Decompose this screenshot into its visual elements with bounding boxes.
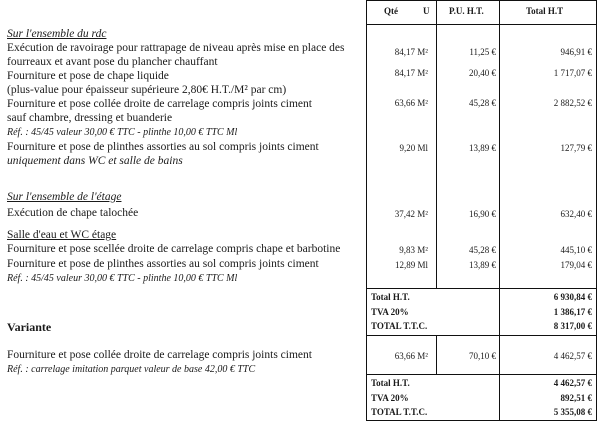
tva-label: TVA 20% <box>371 307 409 317</box>
line-ravoirage-1: Exécution de ravoirage pour rattrapage de niveau après mise en place des <box>7 42 345 54</box>
unit-price-plinthes-etage: 13,89 € <box>469 260 496 270</box>
reference-variante: Réf. : carrelage imitation parquet valeur de base 42,00 € TTC <box>7 364 256 375</box>
total-variante: 4 462,57 € <box>553 351 592 361</box>
line-plus-value: (plus-value pour épaisseur supérieure 2,80€ H.T./M² par cm) <box>7 84 287 96</box>
section-heading-etage: Sur l'ensemble de l'étage <box>7 191 122 203</box>
column-header-total: Total H.T <box>526 6 564 16</box>
line-plinthes-etage: Fourniture et pose de plinthes assorties au sol compris joints ciment <box>7 258 319 270</box>
total-ravoirage: 946,91 € <box>560 47 592 57</box>
total-carrelage-scelle: 445,10 € <box>560 245 592 255</box>
qty-plinthes-rdc: 9,20 Ml <box>399 143 428 153</box>
unit-price-carrelage: 45,28 € <box>469 98 496 108</box>
total-ttc-value: 8 317,00 € <box>553 321 592 331</box>
unit-price-chape-liquide: 20,40 € <box>469 68 496 78</box>
variante-heading: Variante <box>7 320 52 334</box>
variante-total-ht-label: Total H.T. <box>371 378 410 388</box>
unit-price-plinthes-rdc: 13,89 € <box>469 143 496 153</box>
line-carrelage-2: sauf chambre, dressing et buanderie <box>7 112 173 124</box>
variante-total-ttc-value: 5 355,08 € <box>553 407 592 417</box>
total-ttc-label: TOTAL T.T.C. <box>371 321 428 331</box>
total-chape-liquide: 1 717,07 € <box>553 68 592 78</box>
total-ht-label: Total H.T. <box>371 292 410 302</box>
section-heading-salle-eau: Salle d'eau et WC étage <box>7 229 117 241</box>
line-plinthes-rdc-1: Fourniture et pose de plinthes assorties au sol compris joints ciment <box>7 141 319 153</box>
section-heading-rdc: Sur l'ensemble du rdc <box>7 28 107 40</box>
total-plinthes-rdc: 127,79 € <box>560 143 592 153</box>
total-carrelage: 2 882,52 € <box>553 98 592 108</box>
qty-ravoirage: 84,17 M² <box>394 47 428 57</box>
column-header-qty: Qté <box>384 6 398 16</box>
reference-carrelage-rdc: Réf. : 45/45 valeur 30,00 € TTC - plinthe 10,00 € TTC Ml <box>7 127 238 138</box>
line-ravoirage-2: fourreaux et avant pose du plancher chauffant <box>7 56 218 68</box>
column-header-unit: U <box>423 6 430 16</box>
total-plinthes-etage: 179,04 € <box>560 260 592 270</box>
qty-plinthes-etage: 12,89 Ml <box>394 260 428 270</box>
qty-chape-talochee: 37,42 M² <box>394 209 428 219</box>
variante-tva-label: TVA 20% <box>371 393 409 403</box>
unit-price-carrelage-scelle: 45,28 € <box>469 245 496 255</box>
qty-carrelage-scelle: 9,83 M² <box>399 245 428 255</box>
unit-price-ravoirage: 11,25 € <box>469 47 496 57</box>
unit-price-variante: 70,10 € <box>469 351 496 361</box>
qty-carrelage: 63,66 M² <box>394 98 428 108</box>
qty-variante: 63,66 M² <box>394 351 428 361</box>
variante-total-ht-value: 4 462,57 € <box>553 378 592 388</box>
reference-etage: Réf. : 45/45 valeur 30,00 € TTC - plinthe 10,00 € TTC Ml <box>7 273 238 284</box>
line-carrelage-1: Fourniture et pose collée droite de carrelage compris joints ciment <box>7 98 312 110</box>
tva-value: 1 386,17 € <box>553 307 592 317</box>
variante-tva-value: 892,51 € <box>560 393 592 403</box>
line-variante: Fourniture et pose collée droite de carrelage compris joints ciment <box>7 349 312 361</box>
line-chape-liquide: Fourniture et pose de chape liquide <box>7 70 169 82</box>
total-ht-value: 6 930,84 € <box>553 292 592 302</box>
total-chape-talochee: 632,40 € <box>560 209 592 219</box>
line-carrelage-scelle: Fourniture et pose scellée droite de carrelage compris chape et barbotine <box>7 243 341 255</box>
variante-total-ttc-label: TOTAL T.T.C. <box>371 407 428 417</box>
unit-price-chape-talochee: 16,90 € <box>469 209 496 219</box>
column-header-unit-price: P.U. H.T. <box>449 6 484 16</box>
qty-chape-liquide: 84,17 M² <box>394 68 428 78</box>
line-plinthes-rdc-2: uniquement dans WC et salle de bains <box>7 155 183 167</box>
line-chape-talochee: Exécution de chape talochée <box>7 207 139 219</box>
